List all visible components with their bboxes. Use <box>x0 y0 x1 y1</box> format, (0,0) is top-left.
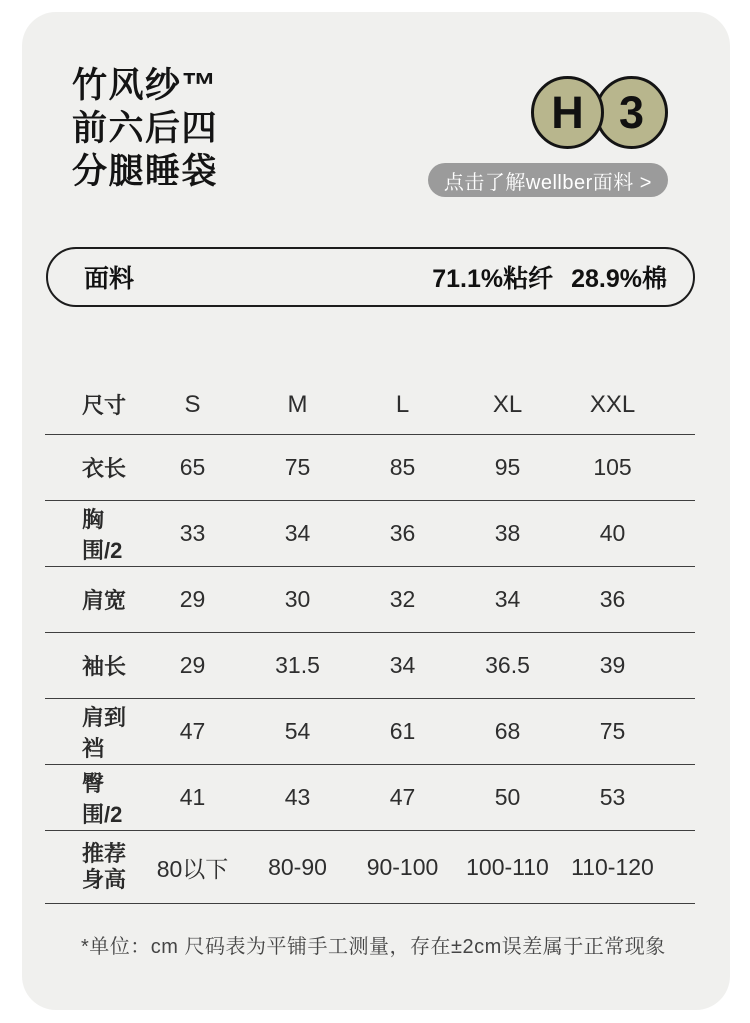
size-value: 34 <box>389 652 416 678</box>
measurement-disclaimer: *单位：cm 尺码表为平铺手工测量，存在±2cm误差属于正常现象 <box>81 936 666 958</box>
size-value: 54 <box>284 718 311 744</box>
size-value: 33 <box>179 520 206 546</box>
fabric-grade-badge <box>531 76 668 149</box>
fabric-values <box>432 259 667 295</box>
fabric-value-viscose: 71.1%粘纤 <box>432 265 554 293</box>
row-label <box>45 841 140 893</box>
row-label: 肩宽 <box>82 588 127 613</box>
table-row-shoulder-to-crotch <box>45 699 695 765</box>
column-header-s: S <box>184 390 201 418</box>
size-value: 90-100 <box>366 853 439 880</box>
product-title-line3: 分腿睡袋 <box>72 152 219 191</box>
size-value: 36 <box>599 586 626 612</box>
fabric-info-button[interactable]: 点击了解wellber面料 > <box>428 163 668 197</box>
column-header-xxl: XXL <box>589 390 636 418</box>
size-value: 50 <box>494 784 521 810</box>
row-label-line1: 推荐 <box>82 841 127 866</box>
size-value: 41 <box>179 784 206 810</box>
size-chart-card <box>22 12 730 1010</box>
size-value: 47 <box>389 784 416 810</box>
size-value: 40 <box>599 520 626 546</box>
fabric-composition-bar <box>46 247 695 307</box>
badge-circle-h: H <box>531 76 604 149</box>
size-value: 47 <box>179 718 206 744</box>
size-value: 80以下 <box>156 855 229 882</box>
size-value: 75 <box>599 718 626 744</box>
product-title-line1: 竹风纱™ <box>72 66 219 105</box>
product-title <box>72 64 218 193</box>
badge-circle-3: 3 <box>595 76 668 149</box>
row-label: 衣长 <box>82 456 127 481</box>
column-header-size: 尺寸 <box>82 393 127 418</box>
size-value: 29 <box>179 652 206 678</box>
size-value: 75 <box>284 454 311 480</box>
fabric-label: 面料 <box>84 265 135 293</box>
row-label: 袖长 <box>82 654 127 679</box>
size-value: 110-120 <box>571 853 654 880</box>
table-row-sleeve-length <box>45 633 695 699</box>
size-value: 34 <box>494 586 521 612</box>
table-row-chest-half <box>45 501 695 567</box>
size-value: 100-110 <box>466 853 549 880</box>
size-value: 36 <box>389 520 416 546</box>
size-table-header-row <box>45 375 695 435</box>
fabric-value-cotton: 28.9%棉 <box>571 265 667 293</box>
table-row-garment-length <box>45 435 695 501</box>
product-title-line2: 前六后四 <box>72 109 219 148</box>
size-value: 32 <box>389 586 416 612</box>
size-value: 34 <box>284 520 311 546</box>
column-header-xl: XL <box>492 390 523 418</box>
size-value: 68 <box>494 718 521 744</box>
size-value: 105 <box>593 454 632 480</box>
size-value: 53 <box>599 784 626 810</box>
size-value: 30 <box>284 586 311 612</box>
size-value: 36.5 <box>485 652 530 678</box>
column-header-l: L <box>395 390 410 418</box>
table-row-recommended-height <box>45 831 695 904</box>
size-value: 39 <box>599 652 626 678</box>
size-table <box>45 375 695 904</box>
size-value: 65 <box>179 454 206 480</box>
size-value: 85 <box>389 454 416 480</box>
row-label: 胸围/2 <box>82 506 123 563</box>
size-value: 61 <box>389 718 416 744</box>
row-label: 肩到裆 <box>82 704 127 761</box>
size-value: 31.5 <box>275 652 320 678</box>
row-label: 臀围/2 <box>82 770 123 827</box>
table-row-shoulder-width <box>45 567 695 633</box>
row-label-line2: 身高 <box>82 867 127 892</box>
size-value: 29 <box>179 586 206 612</box>
size-value: 43 <box>284 784 311 810</box>
column-header-m: M <box>287 390 308 418</box>
size-value: 80-90 <box>268 853 327 880</box>
table-row-hip-half <box>45 765 695 831</box>
size-value: 95 <box>494 454 521 480</box>
size-value: 38 <box>494 520 521 546</box>
